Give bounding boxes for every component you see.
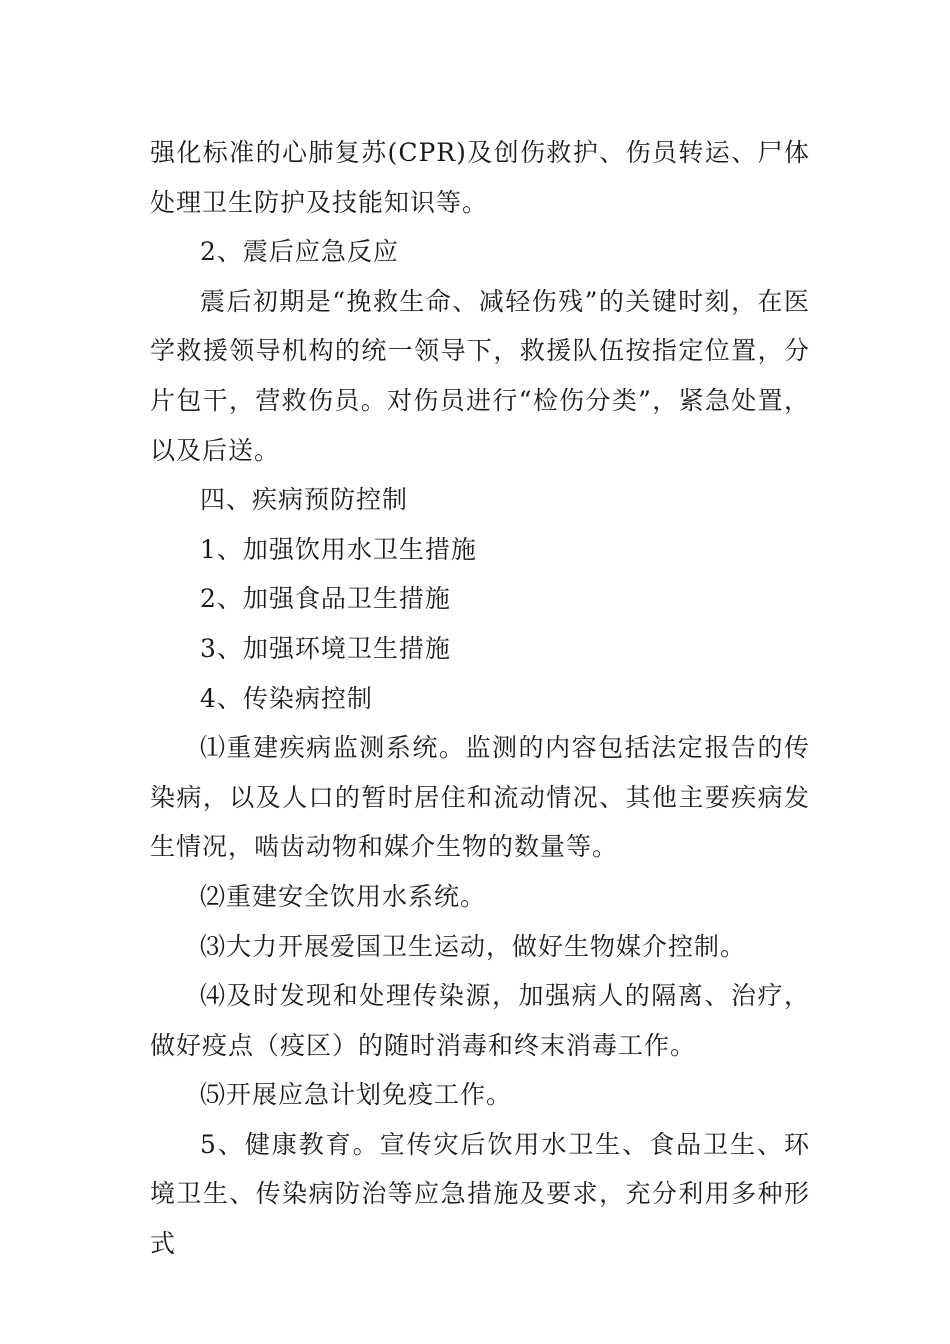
paragraph-10: ⑵重建安全饮用水系统。 — [200, 881, 487, 911]
paragraph-5: 1、加强饮用水卫生措施 — [200, 534, 477, 564]
section-heading: 四、疾病预防控制 — [200, 485, 409, 515]
paragraph-13: ⑸开展应急计划免疫工作。 — [200, 1080, 513, 1110]
paragraph-11: ⑶大力开展爱国卫生运动，做好生物媒介控制。 — [200, 931, 747, 961]
paragraph-2: 2、震后应急反应 — [200, 237, 399, 267]
paragraph-12: ⑷及时发现和处理传染源，加强病人的隔离、治疗，做好疫点（疫区）的随时消毒和终末消毒工作。 — [150, 981, 810, 1060]
paragraph-14: 5、健康教育。宣传灾后饮用水卫生、食品卫生、环境卫生、传染病防治等应急措施及要求，充分利用多种形式 — [150, 1129, 810, 1259]
paragraph-6: 2、加强食品卫生措施 — [200, 584, 451, 614]
paragraph-1: 强化标准的心肺复苏(CPR)及创伤救护、伤员转运、尸体处理卫生防护及技能知识等。 — [150, 138, 810, 217]
document-body — [150, 128, 810, 1269]
paragraph-7: 3、加强环境卫生措施 — [200, 633, 451, 663]
paragraph-8: 4、传染病控制 — [200, 683, 373, 713]
paragraph-3: 震后初期是“挽救生命、减轻伤残”的关键时刻，在医学救援领导机构的统一领导下，救援队伍按指定位置，分片包干，营救伤员。对伤员进行“检伤分类”，紧急处置，以及后送。 — [150, 286, 810, 465]
paragraph-9: ⑴重建疾病监测系统。监测的内容包括法定报告的传染病，以及人口的暂时居住和流动情况、其他主要疾病发生情况，啮齿动物和媒介生物的数量等。 — [150, 733, 810, 862]
